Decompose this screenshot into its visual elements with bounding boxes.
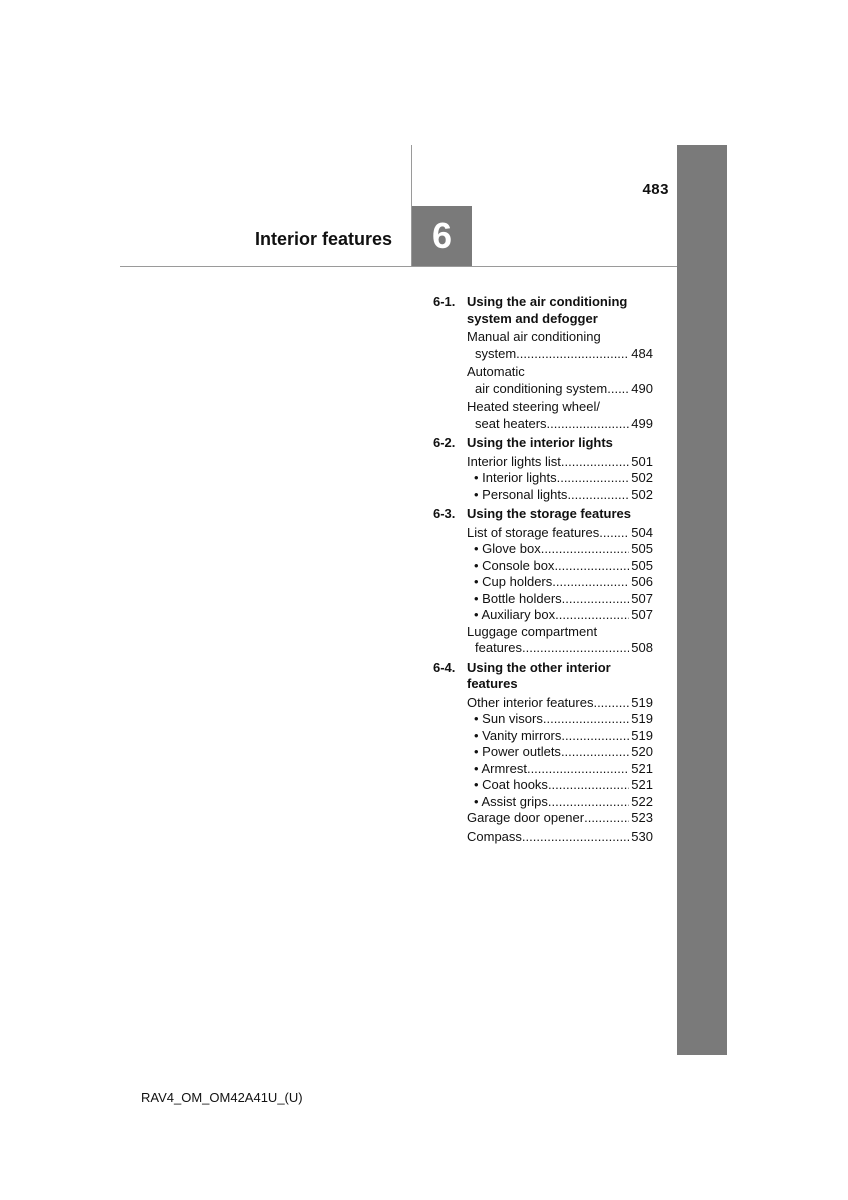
toc-sub-entry[interactable]: [474, 728, 653, 745]
entry-label: air conditioning system: [475, 380, 608, 396]
entry-leader-row: [467, 810, 653, 827]
entry-page-number: 519: [631, 727, 653, 743]
entry-label: • Power outlets: [474, 744, 561, 759]
entry-text-line: Manual air conditioning: [467, 329, 601, 344]
dot-leader: [561, 744, 629, 761]
entry-label: • Cup holders: [474, 574, 553, 589]
entry-leader-row: [474, 777, 653, 794]
toc-sub-entry[interactable]: [474, 591, 653, 608]
section-title-line: system and defogger: [467, 310, 598, 326]
toc-sub-entry[interactable]: [474, 487, 653, 504]
dot-leader: [562, 591, 630, 608]
dot-leader: [547, 416, 630, 433]
entry-page-number: 505: [631, 541, 653, 556]
entry-leader-row: [467, 829, 653, 846]
section-title-line: Using the air conditioning: [467, 294, 628, 309]
entry-leader-row: [474, 794, 653, 811]
section-number: 6-1.: [433, 294, 456, 309]
section-number: 6-3.: [433, 506, 456, 521]
entry-page-number: 508: [631, 640, 653, 655]
toc-entry[interactable]: [467, 364, 653, 397]
entry-page-number: 502: [631, 470, 653, 485]
entry-leader-row: [467, 454, 653, 471]
entry-leader-row: [474, 487, 653, 504]
entry-leader-row: [474, 558, 653, 575]
entry-page-number: 519: [631, 711, 653, 726]
toc-sub-entry[interactable]: [474, 558, 653, 575]
toc-entry[interactable]: [467, 695, 653, 712]
dot-leader: [548, 777, 629, 794]
entry-label: • Armrest: [474, 760, 527, 776]
entry-label: seat heaters: [475, 415, 547, 431]
entry-label: Compass: [467, 828, 522, 844]
entry-label: • Coat hooks: [474, 777, 548, 792]
toc-sub-entry[interactable]: [474, 541, 653, 558]
toc-entry[interactable]: [467, 399, 653, 432]
entry-text-line: Automatic: [467, 364, 525, 379]
dot-leader: [516, 346, 629, 363]
entry-page-number: 507: [631, 590, 653, 606]
entry-page-number: 484: [631, 345, 653, 361]
footer-code: RAV4_OM_OM42A41U_(U): [141, 1090, 303, 1105]
entry-label: Other interior features: [467, 694, 594, 710]
entry-label: Interior lights list: [467, 453, 561, 469]
entry-label: • Assist grips: [474, 793, 548, 809]
toc-sub-entry[interactable]: [474, 777, 653, 794]
toc-sub-entry[interactable]: [474, 574, 653, 591]
entry-leader-row: [474, 470, 653, 487]
dot-leader: [555, 607, 629, 624]
table-of-contents: [433, 294, 653, 847]
entry-leader-row: [474, 761, 653, 778]
entry-label: • Glove box: [474, 541, 541, 556]
entry-label: • Auxiliary box: [474, 607, 556, 622]
entry-page-number: 530: [631, 828, 653, 844]
dot-leader: [552, 574, 629, 591]
entry-leader-row: [474, 728, 653, 745]
toc-sub-entry[interactable]: [474, 744, 653, 761]
entry-page-number: 506: [631, 574, 653, 589]
entry-label: system: [475, 345, 517, 361]
dot-leader: [561, 728, 629, 745]
toc-entry[interactable]: [467, 810, 653, 827]
entry-text-line: Luggage compartment: [467, 623, 598, 639]
toc-entry[interactable]: [467, 829, 653, 846]
entry-leader-row: [474, 744, 653, 761]
entry-leader-row: [467, 525, 653, 542]
entry-page-number: 502: [631, 486, 653, 502]
entry-label: • Sun visors: [474, 711, 543, 726]
entry-page-number: 522: [631, 793, 653, 809]
dot-leader: [593, 695, 629, 712]
toc-sub-entry[interactable]: [474, 607, 653, 624]
entry-page-number: 490: [631, 380, 653, 396]
entry-label: • Interior lights: [474, 470, 557, 485]
toc-entry[interactable]: [467, 525, 653, 542]
entry-leader-row: [467, 416, 653, 433]
dot-leader: [554, 558, 629, 575]
entry-page-number: 499: [631, 415, 653, 431]
entry-label: • Bottle holders: [474, 590, 562, 606]
dot-leader: [527, 761, 629, 778]
dot-leader: [557, 470, 630, 487]
entry-label: Garage door opener: [467, 810, 585, 825]
dot-leader: [548, 794, 629, 811]
entry-leader-row: [467, 346, 653, 363]
entry-label: List of storage features: [467, 524, 600, 540]
dot-leader: [561, 454, 629, 471]
entry-label: • Personal lights: [474, 486, 568, 502]
section-title-line: features: [467, 676, 518, 691]
section-title-line: Using the storage features: [467, 506, 631, 521]
page-number: 483: [642, 181, 669, 198]
entry-page-number: 523: [631, 810, 653, 825]
entry-text-line: Heated steering wheel/: [467, 399, 600, 414]
chapter-title: Interior features: [254, 229, 392, 249]
section-title-line: Using the other interior: [467, 659, 611, 675]
toc-sub-entry[interactable]: [474, 794, 653, 811]
dot-leader: [543, 711, 629, 728]
entry-leader-row: [474, 711, 653, 728]
section-number: 6-2.: [433, 435, 456, 450]
entry-page-number: 505: [631, 557, 653, 573]
dot-leader: [541, 541, 630, 558]
entry-leader-row: [474, 541, 653, 558]
entry-leader-row: [467, 640, 653, 657]
toc-entry[interactable]: [467, 329, 653, 362]
dot-leader: [567, 487, 629, 504]
entry-page-number: 501: [631, 453, 653, 469]
toc-section-heading[interactable]: [433, 660, 653, 693]
entry-page-number: 519: [631, 694, 653, 710]
chapter-thumb-tab: [677, 145, 727, 1055]
entry-page-number: 521: [631, 760, 653, 776]
horizontal-rule: [120, 266, 678, 267]
toc-sub-entry[interactable]: [474, 711, 653, 728]
entry-page-number: 521: [631, 777, 653, 792]
toc-sub-entry[interactable]: [474, 761, 653, 778]
chapter-number: 6: [431, 215, 453, 256]
dot-leader: [522, 640, 629, 657]
toc-entry[interactable]: [467, 624, 653, 657]
dot-leader: [607, 381, 629, 398]
entry-page-number: 507: [631, 607, 653, 622]
entry-leader-row: [467, 695, 653, 712]
entry-label: • Vanity mirrors: [474, 727, 562, 743]
toc-section-heading[interactable]: [433, 294, 653, 327]
entry-page-number: 504: [631, 524, 653, 540]
chapter-number-box: [412, 206, 472, 266]
entry-leader-row: [474, 591, 653, 608]
entry-leader-row: [474, 607, 653, 624]
toc-section-heading[interactable]: [433, 435, 653, 452]
entry-label: • Console box: [474, 557, 555, 573]
toc-sub-entry[interactable]: [474, 470, 653, 487]
entry-page-number: 520: [631, 744, 653, 759]
section-number: 6-4.: [433, 659, 456, 675]
entry-label: features: [475, 640, 522, 655]
entry-leader-row: [467, 381, 653, 398]
section-title-line: Using the interior lights: [467, 435, 613, 450]
toc-section-heading[interactable]: [433, 506, 653, 523]
dot-leader: [522, 829, 629, 846]
dot-leader: [584, 810, 629, 827]
toc-entry[interactable]: [467, 454, 653, 471]
entry-leader-row: [474, 574, 653, 591]
dot-leader: [599, 525, 629, 542]
